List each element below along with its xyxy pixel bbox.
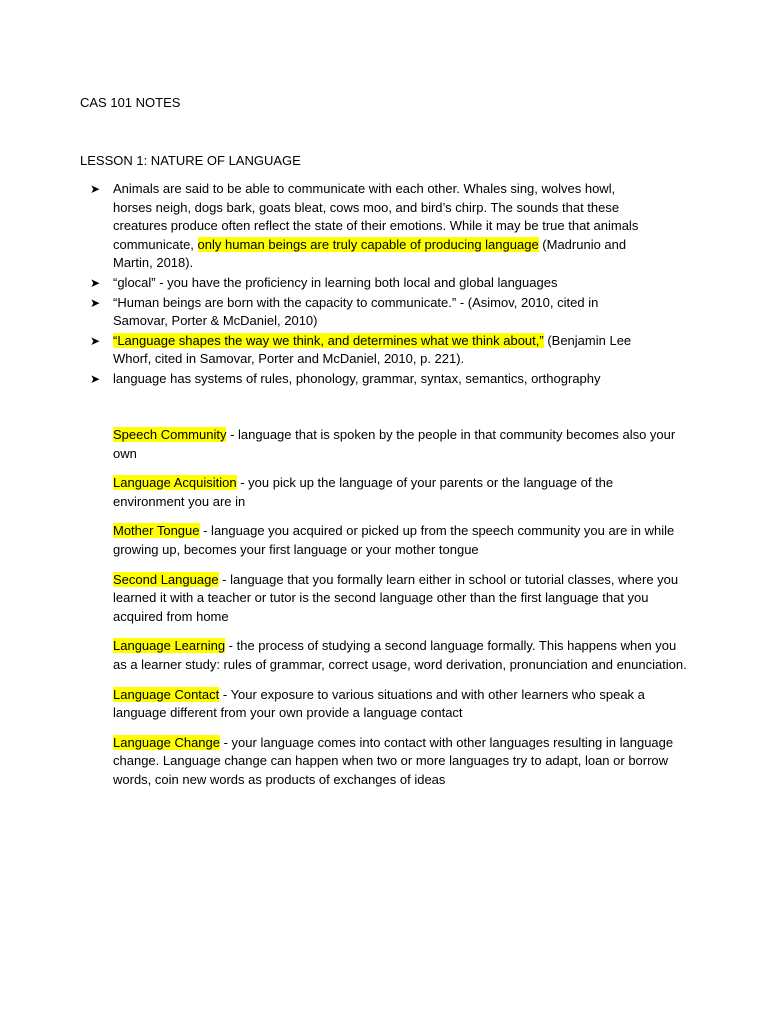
definition-speech-community — [113, 426, 688, 463]
definition-term: Second Language — [113, 571, 219, 587]
definition-language-learning — [113, 637, 688, 674]
bullet-item — [90, 370, 653, 389]
definition-term: Language Acquisition — [113, 475, 237, 491]
bullet-item — [90, 180, 653, 273]
highlighted-text: only human beings are truly capable of producing language — [197, 236, 539, 252]
definition-text: - language you acquired or picked up from the speech community you are in while growing up, becomes your first language or your mother tongue — [113, 523, 675, 557]
arrow-bullet-icon: ➤ — [90, 275, 101, 290]
arrow-bullet-icon: ➤ — [90, 182, 101, 196]
highlighted-text: “Language shapes the way we think, and determines what we think about,” — [113, 332, 544, 348]
definition-text: - language that is spoken by the people in that community becomes also your own — [113, 427, 676, 461]
arrow-bullet-icon: ➤ — [90, 295, 101, 310]
document-title: CAS 101 NOTES — [80, 95, 181, 110]
bullet-text: “glocal” - you have the proficiency in learning both local and global languages — [113, 274, 558, 290]
definition-term: Language Change — [113, 734, 220, 750]
bullet-item — [90, 274, 653, 293]
bullet-item — [90, 294, 653, 331]
definition-language-contact — [113, 686, 688, 723]
definition-text: - you pick up the language of your parents or the language of the environment you are in — [113, 475, 614, 509]
definition-mother-tongue — [113, 522, 688, 559]
lesson-title: LESSON 1: NATURE OF LANGUAGE — [80, 153, 301, 168]
bullet-text-tail: (Benjamin Lee Whorf, cited in Samovar, Porter and McDaniel, 2010, p. 221). — [113, 332, 632, 367]
definition-text: - the process of studying a second language formally. This happens when you as a learner study: rules of grammar, correct usage, word derivation, pronunciation and enunciation. — [113, 638, 687, 672]
definition-language-acquisition — [113, 474, 688, 511]
bullet-item — [90, 332, 653, 369]
arrow-bullet-icon: ➤ — [90, 371, 101, 386]
bullet-list — [90, 180, 653, 390]
definition-term: Mother Tongue — [113, 523, 200, 539]
definition-language-change — [113, 734, 688, 790]
definition-term: Speech Community — [113, 427, 227, 442]
definition-text: - Your exposure to various situations and with other learners who speak a language different from your own provide a language contact — [113, 686, 645, 721]
definition-second-language — [113, 571, 688, 627]
bullet-text: “Human beings are born with the capacity to communicate.” - (Asimov, 2010, cited in Samovar, Porter & McDaniel, 2010) — [113, 294, 599, 329]
definitions-section — [113, 426, 688, 801]
bullet-text-tail: (Madrunio and Martin, 2018). — [113, 236, 627, 271]
definition-term: Language Contact — [113, 686, 220, 702]
definition-text: - language that you formally learn either in school or tutorial classes, where you learned it with a teacher or tutor is the second language other than the first language that you acquired from home — [113, 571, 679, 624]
definition-text: - your language comes into contact with other languages resulting in language change. Language change can happen when two or more languages try to adapt, loan or borrow words, coin new words as products of exchanges of ideas — [113, 734, 674, 787]
bullet-text: Animals are said to be able to communicate with each other. Whales sing, wolves howl, horses neigh, dogs bark, goats bleat, cows moo, and bird’s chirp. The sounds that these creatures produce often reflect the state of their emotions. While it may be true that animals communicate, — [113, 181, 639, 252]
bullet-text: language has systems of rules, phonology, grammar, syntax, semantics, orthography — [113, 370, 601, 386]
arrow-bullet-icon: ➤ — [90, 333, 101, 348]
definition-term: Language Learning — [113, 638, 226, 654]
